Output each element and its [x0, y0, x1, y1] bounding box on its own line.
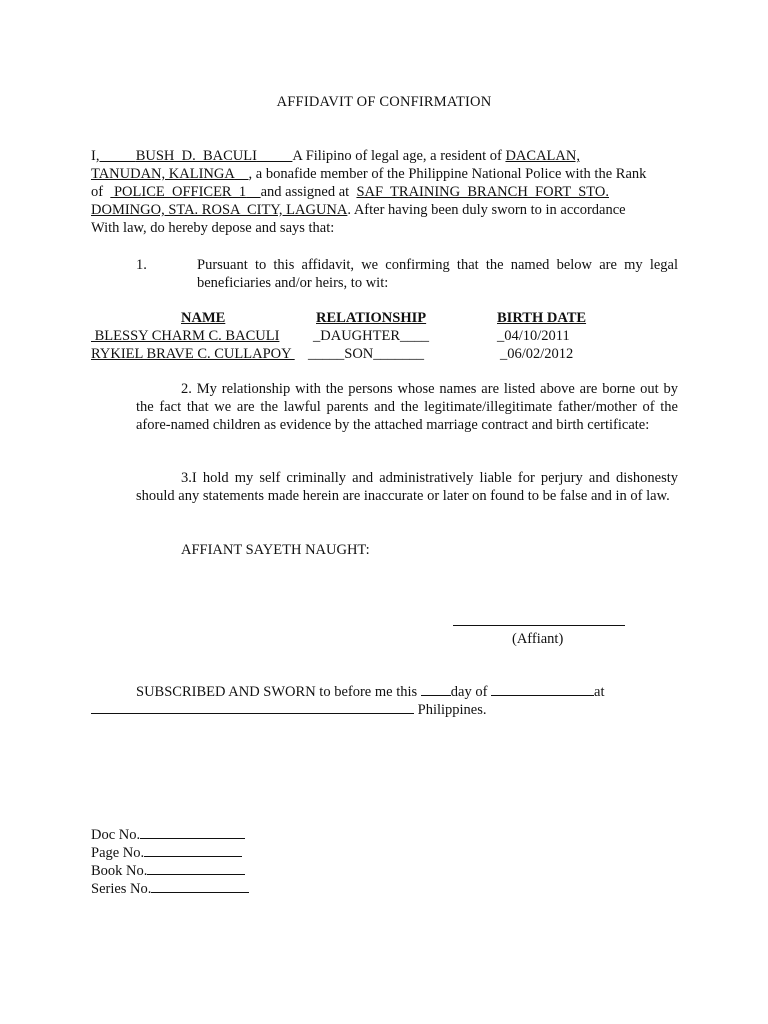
day-blank[interactable] — [421, 694, 451, 696]
rank: POLICE OFFICER 1 — [113, 184, 247, 200]
affiant-label: (Affiant) — [512, 631, 564, 647]
intro-text-1: A Filipino of legal age, a resident of — [292, 148, 502, 164]
residence-part-1: DACALAN, — [505, 148, 580, 164]
document-title: AFFIDAVIT OF CONFIRMATION — [276, 94, 492, 110]
subscribed-text-4: Philippines. — [417, 702, 487, 718]
paragraph-3: 3.I hold my self criminally and administratively liable for perjury and dishonesty should any statements made herein are inaccurate or later on found to be false and in of law. — [136, 470, 678, 504]
book-no-blank[interactable] — [147, 873, 245, 875]
residence-part-2: TANUDAN, KALINGA — [91, 166, 235, 182]
intro-line-2 — [91, 165, 646, 183]
subscribed-text-3: at — [594, 684, 605, 700]
item-1-number: 1. — [136, 257, 147, 273]
assignment-part-2: DOMINGO, STA. ROSA CITY, LAGUNA — [91, 202, 348, 218]
page-no-blank[interactable] — [144, 855, 242, 857]
book-no-line — [91, 862, 245, 880]
intro-line-1 — [91, 147, 580, 165]
place-blank[interactable] — [91, 712, 414, 714]
row-1-birth-date: _04/10/2011 — [497, 328, 570, 344]
doc-no-blank[interactable] — [140, 837, 245, 839]
doc-no-line — [91, 826, 245, 844]
series-no-blank[interactable] — [151, 891, 249, 893]
intro-line-4 — [91, 201, 626, 219]
intro-text-3: and assigned at — [260, 184, 350, 200]
affiant-name: BUSH D. BACULI — [135, 148, 257, 164]
intro-line-3 — [91, 183, 609, 201]
row-2-birth-date: _06/02/2012 — [500, 346, 574, 362]
place-line — [91, 701, 487, 719]
item-1-line-2: beneficiaries and/or heirs, to wit: — [197, 275, 389, 291]
row-1-name: BLESSY CHARM C. BACULI — [91, 328, 280, 344]
affiant-signature-line[interactable] — [453, 625, 625, 626]
subscribed-text-1: SUBSCRIBED AND SWORN to before me this — [136, 684, 418, 700]
intro-of: of — [91, 184, 104, 200]
intro-line-5: With law, do hereby depose and says that: — [91, 220, 335, 236]
doc-no-label: Doc No. — [91, 827, 141, 843]
paragraph-2: 2. My relationship with the persons whose names are listed above are borne out by the fact that we are the lawful parents and the legitimate/illegitimate father/mother of the afore-named children as evidence by the attached marriage contract and birth certificate: — [136, 381, 678, 433]
affiant-sayeth-naught: AFFIANT SAYETH NAUGHT: — [181, 542, 370, 558]
intro-i: I, — [91, 148, 100, 164]
row-2-relationship: _____SON_______ — [308, 346, 425, 362]
series-no-line — [91, 880, 249, 898]
page-no-label: Page No. — [91, 845, 145, 861]
series-no-label: Series No. — [91, 881, 152, 897]
row-1-relationship: _DAUGHTER____ — [313, 328, 429, 344]
header-birth-date: BIRTH DATE — [497, 310, 587, 326]
month-blank[interactable] — [491, 694, 594, 696]
intro-text-2: , a bonafide member of the Philippine National Police with the Rank — [248, 166, 647, 182]
row-2-name: RYKIEL BRAVE C. CULLAPOY — [91, 346, 295, 362]
assignment-part-1: SAF TRAINING BRANCH FORT STO. — [356, 184, 609, 200]
subscribed-line — [136, 683, 605, 701]
intro-text-4: . After having been duly sworn to in accordance — [347, 202, 626, 218]
subscribed-text-2: day of — [450, 684, 488, 700]
book-no-label: Book No. — [91, 863, 148, 879]
header-name: NAME — [181, 310, 226, 326]
page-no-line — [91, 844, 242, 862]
header-relationship: RELATIONSHIP — [316, 310, 427, 326]
item-1-line-1: Pursuant to this affidavit, we confirming that the named below are my legal — [197, 257, 678, 273]
